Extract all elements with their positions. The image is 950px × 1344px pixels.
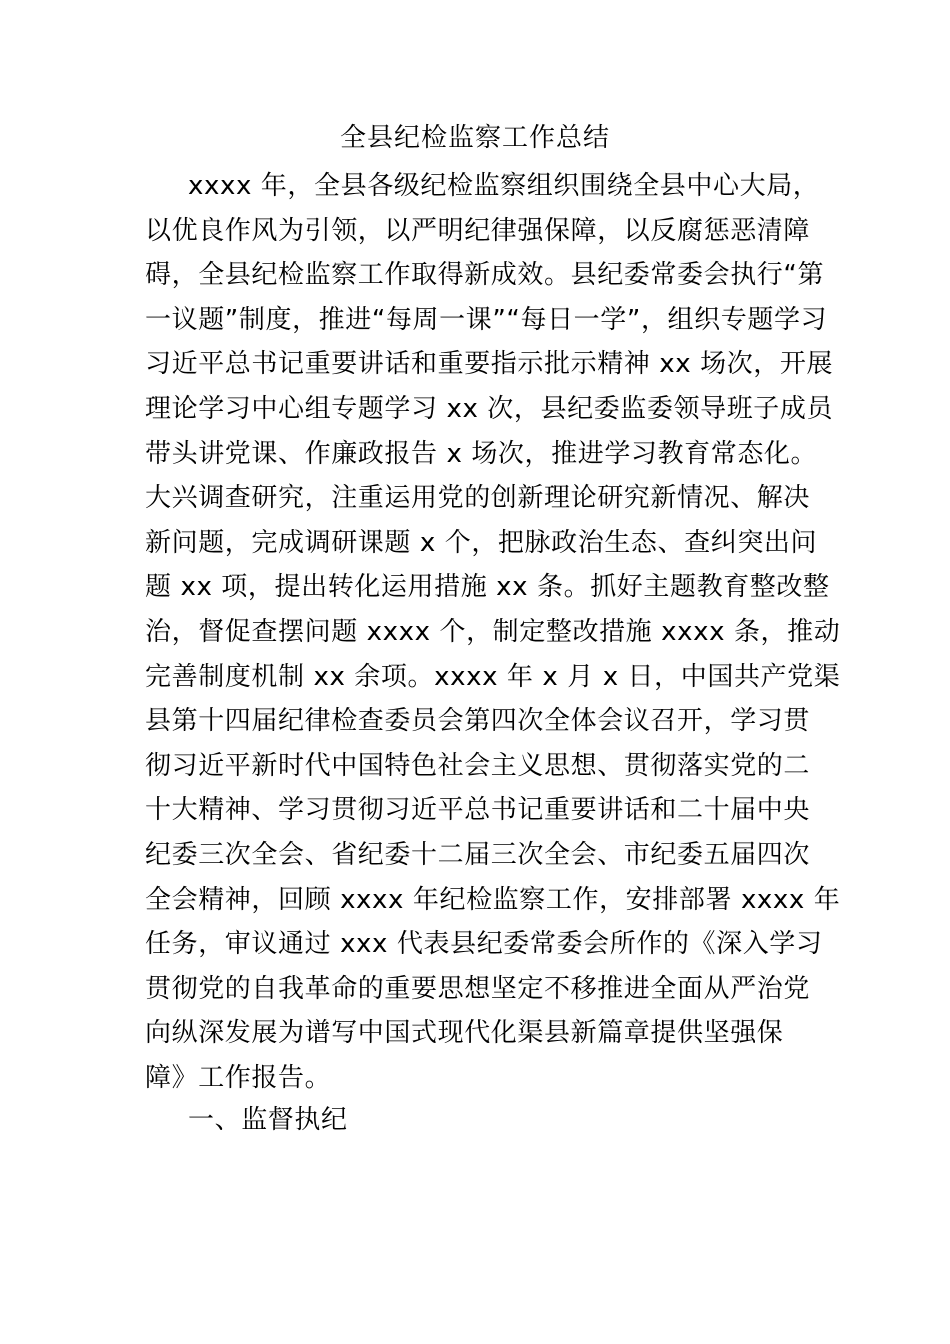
paragraph-line: 障》工作报告。 xyxy=(145,1062,332,1093)
paragraph-line: 新问题，完成调研课题 x 个，把脉政治生态、查纠突出问 xyxy=(145,527,818,558)
paragraph-line: 十大精神、学习贯彻习近平总书记重要讲话和二十届中央 xyxy=(145,795,811,826)
section-heading: 一、监督执纪 xyxy=(188,1105,348,1135)
paragraph-line: 理论学习中心组专题学习 xx 次，县纪委监委领导班子成员 xyxy=(145,393,834,424)
paragraph-line: 向纵深发展为谱写中国式现代化渠县新篇章提供坚强保 xyxy=(145,1018,784,1049)
paragraph-line: 一议题”制度，推进“每周一课”“每日一学”，组织专题学习 xyxy=(145,304,828,335)
paragraph-line: 大兴调查研究，注重运用党的创新理论研究新情况、解决 xyxy=(145,483,811,514)
paragraph-line: 贯彻党的自我革命的重要思想坚定不移推进全面从严治党 xyxy=(145,973,811,1004)
body-paragraph xyxy=(145,164,841,1100)
paragraph-line: 任务，审议通过 xxx 代表县纪委常委会所作的《深入学习 xyxy=(145,929,823,960)
paragraph-line: 纪委三次全会、省纪委十二届三次全会、市纪委五届四次 xyxy=(145,839,811,870)
paragraph-line: 彻习近平新时代中国特色社会主义思想、贯彻落实党的二 xyxy=(145,750,811,781)
paragraph-line: 带头讲党课、作廉政报告 x 场次，推进学习教育常态化。 xyxy=(145,438,818,469)
paragraph-line: 完善制度机制 xx 余项。xxxx 年 x 月 x 日，中国共产党渠 xyxy=(145,661,841,692)
paragraph-line: 题 xx 项，提出转化运用措施 xx 条。抓好主题教育整改整 xyxy=(145,572,830,603)
paragraph-line: 治，督促查摆问题 xxxx 个，制定整改措施 xxxx 条，推动 xyxy=(145,616,841,647)
paragraph-line: 碍，全县纪检监察工作取得新成效。县纪委常委会执行“第 xyxy=(145,260,825,291)
paragraph-line: 全会精神，回顾 xxxx 年纪检监察工作，安排部署 xxxx 年 xyxy=(145,884,841,915)
paragraph-line: 县第十四届纪律检查委员会第四次全体会议召开，学习贯 xyxy=(145,706,811,737)
paragraph-line: xxxx 年，全县各级纪检监察组织围绕全县中心大局， xyxy=(188,171,820,201)
paragraph-line: 习近平总书记重要讲话和重要指示批示精神 xx 场次，开展 xyxy=(145,349,834,380)
document-title: 全县纪检监察工作总结 xyxy=(339,123,610,153)
paragraph-line: 以优良作风为引领，以严明纪律强保障，以反腐惩恶清障 xyxy=(145,215,811,246)
